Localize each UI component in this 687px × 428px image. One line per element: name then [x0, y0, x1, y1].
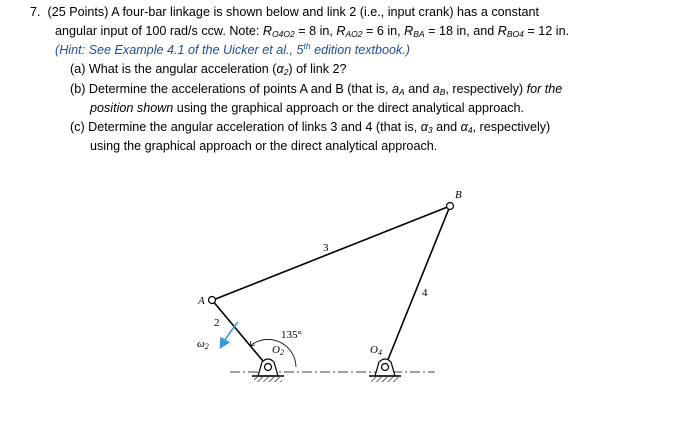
hint-sup: th — [303, 40, 311, 51]
alpha4-sub: 4 — [467, 125, 473, 135]
label-link-4: 4 — [422, 287, 428, 299]
part-b-tail: , respectively) — [445, 82, 527, 96]
part-a-tail: ) of link 2? — [288, 62, 347, 76]
label-omega2 — [197, 338, 209, 351]
joint-B — [447, 203, 454, 210]
r-ao2-symbol: R — [336, 24, 346, 38]
part-b-mid: and — [404, 82, 433, 96]
ground-pivot-O2 — [252, 359, 284, 382]
part-c-text: (c) Determine the angular acceleration of links 3 and 4 (that is, — [70, 120, 421, 134]
O2-letter: O — [272, 344, 280, 356]
label-link-3: 3 — [323, 242, 329, 254]
omega2-arrow — [222, 322, 238, 345]
label-angle-135: 135° — [281, 329, 302, 341]
label-O4 — [370, 344, 382, 357]
aA-symbol: a — [392, 82, 400, 96]
alpha3-sub: 3 — [427, 125, 433, 135]
label-O2 — [272, 344, 284, 357]
link-4-rocker — [385, 206, 450, 367]
r-ba-value: = 18 in, and — [424, 24, 498, 38]
aB-sub: B — [439, 87, 446, 97]
r-bo4-sub: BO4 — [506, 29, 524, 39]
part-a-text: (a) What is the angular acceleration ( — [70, 62, 277, 76]
part-c-mid: and — [432, 120, 461, 134]
r-ba-sub: BA — [413, 29, 425, 39]
omega-sub: 2 — [204, 342, 209, 351]
label-link-2: 2 — [214, 317, 220, 329]
aB-symbol: a — [432, 82, 440, 96]
alpha2-symbol: α — [276, 62, 284, 76]
label-A: A — [198, 295, 205, 307]
r-o4o2-sub: O4O2 — [272, 29, 295, 39]
O2-sub: 2 — [279, 348, 284, 357]
hint-text-end: edition textbook.) — [310, 43, 411, 57]
alpha2-sub: 2 — [283, 67, 289, 77]
alpha3-symbol: α — [420, 120, 428, 134]
alpha4-symbol: α — [460, 120, 468, 134]
link-2-crank — [212, 300, 268, 367]
note-text: angular input of 100 rad/s ccw. Note: — [55, 24, 263, 38]
r-ba-symbol: R — [404, 24, 414, 38]
ground-pivot-O4 — [369, 359, 401, 382]
r-o4o2-symbol: R — [262, 24, 273, 38]
r-ao2-value: = 6 in, — [362, 24, 405, 38]
position-shown: position shown — [90, 101, 174, 115]
joint-A — [209, 297, 216, 304]
part-b-line-2-tail: using the graphical approach or the direct analytical approach. — [173, 101, 525, 115]
aA-sub: A — [399, 87, 405, 97]
r-o4o2-value: = 8 in, — [294, 24, 337, 38]
problem-number: 7. — [30, 5, 41, 19]
part-b-text: (b) Determine the accelerations of points A and B (that is, — [70, 82, 393, 96]
problem-intro: A four-bar linkage is shown below and link 2 (i.e., input crank) has a constant — [111, 5, 539, 19]
O4-letter: O — [370, 344, 378, 356]
link-3-coupler — [213, 206, 450, 300]
r-ao2-sub: AO2 — [345, 29, 363, 39]
problem-points: (25 Points) — [47, 5, 109, 19]
hint-text: (Hint: See Example 4.1 of the Uicker et al., 5 — [55, 43, 304, 57]
O4-sub: 4 — [377, 348, 382, 357]
omega-symbol: ω — [197, 338, 205, 350]
label-B: B — [455, 189, 462, 201]
part-b-italic: for the — [526, 82, 563, 96]
part-c-line-2-text: using the graphical approach or the direct analytical approach. — [90, 139, 438, 153]
part-c-tail: , respectively) — [472, 120, 551, 134]
r-bo4-symbol: R — [497, 24, 507, 38]
r-bo4-value: = 12 in. — [523, 24, 570, 38]
